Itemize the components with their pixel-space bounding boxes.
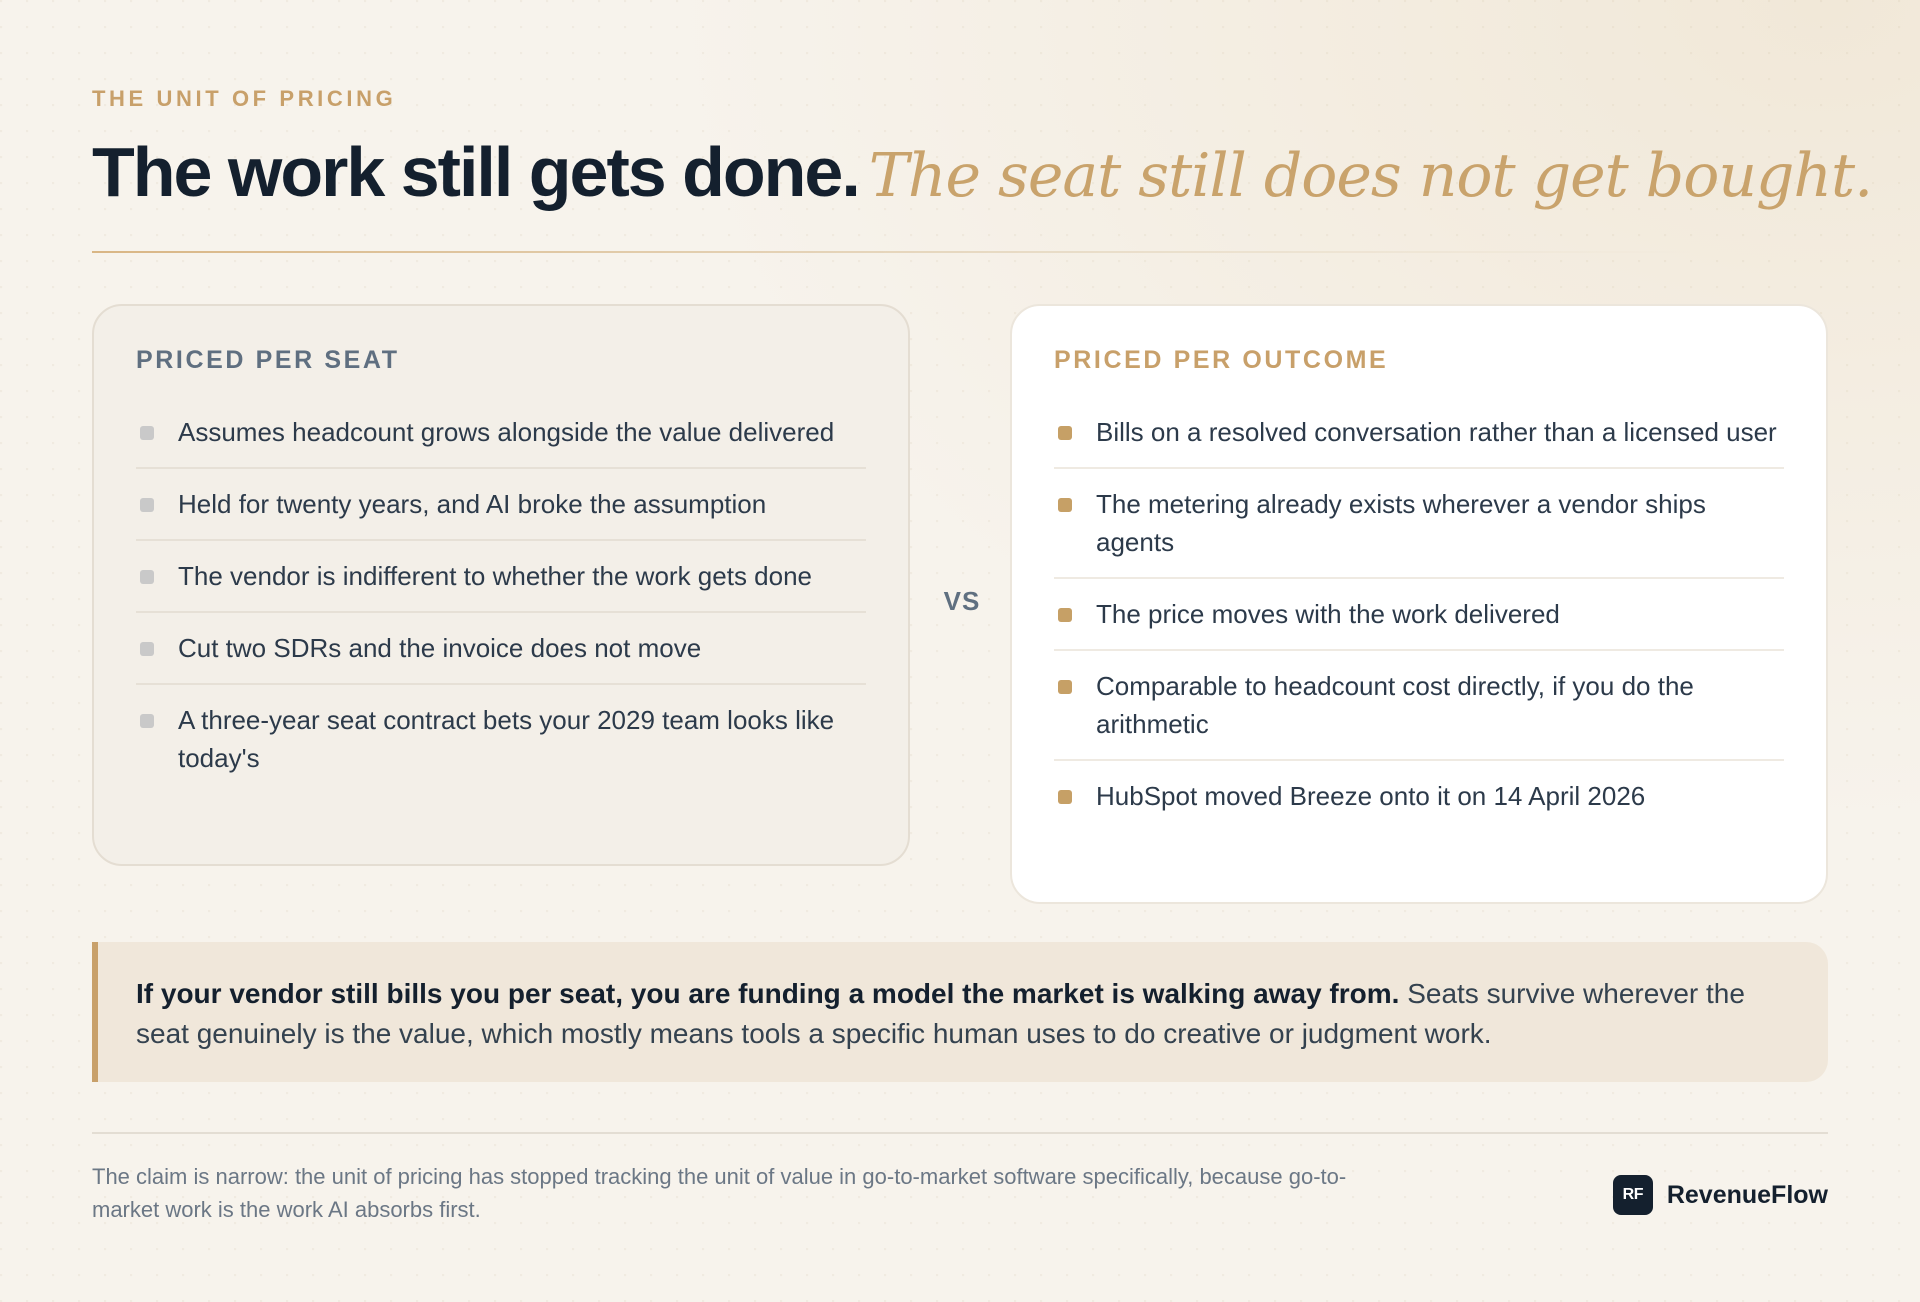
square-bullet-icon: [140, 642, 154, 656]
headline-italic: The seat still does not get bought.: [868, 141, 1873, 211]
outcome-list: [1054, 397, 1784, 831]
callout-rest: Seats survive wherever the seat genuinely is the value, which mostly means tools a specific human uses to do creative or judgment work.: [136, 978, 1745, 1049]
seat-card-title: PRICED PER SEAT: [136, 346, 400, 374]
title-divider: [92, 251, 1692, 253]
list-item: [1054, 397, 1784, 469]
square-bullet-icon: [1058, 426, 1072, 440]
square-bullet-icon: [1058, 790, 1072, 804]
list-item-text: Assumes headcount grows alongside the value delivered: [178, 417, 835, 447]
list-item-text: A three-year seat contract bets your 2029 team looks like today's: [178, 705, 835, 773]
list-item-text: Held for twenty years, and AI broke the assumption: [178, 489, 767, 519]
list-item: [136, 397, 866, 469]
brand-logo-icon: RF: [1613, 1175, 1653, 1215]
seat-list: [136, 397, 866, 793]
list-item: [1054, 469, 1784, 579]
square-bullet-icon: [140, 714, 154, 728]
list-item-text: Bills on a resolved conversation rather than a licensed user: [1096, 417, 1777, 447]
square-bullet-icon: [140, 426, 154, 440]
list-item: [1054, 579, 1784, 651]
slide: [92, 0, 1873, 1302]
square-bullet-icon: [140, 570, 154, 584]
list-item: [136, 541, 866, 613]
headline: [92, 132, 1872, 212]
list-item: [136, 685, 866, 793]
seat-card: [92, 304, 910, 866]
list-item: [1054, 651, 1784, 761]
list-item-text: Cut two SDRs and the invoice does not move: [178, 633, 702, 663]
list-item: [1054, 761, 1784, 831]
square-bullet-icon: [1058, 680, 1072, 694]
callout-box: [92, 942, 1828, 1082]
headline-bold: The work still gets done.: [92, 133, 859, 211]
vs-label: VS: [943, 586, 981, 616]
list-item-text: Comparable to headcount cost directly, if you do the arithmetic: [1096, 671, 1694, 739]
list-item: [136, 613, 866, 685]
brand-name: RevenueFlow: [1666, 1180, 1828, 1209]
outcome-card-title: PRICED PER OUTCOME: [1054, 346, 1389, 374]
square-bullet-icon: [140, 498, 154, 512]
list-item-text: The metering already exists wherever a vendor ships agents: [1096, 489, 1706, 557]
list-item-text: HubSpot moved Breeze onto it on 14 April 2026: [1096, 781, 1646, 811]
outcome-card: [1010, 304, 1828, 904]
footnote: The claim is narrow: the unit of pricing has stopped tracking the unit of value in go-to-market software specifically, because go-to-market work is the work AI absorbs first.: [92, 1164, 1347, 1222]
eyebrow-label: THE UNIT OF PRICING: [92, 86, 397, 111]
square-bullet-icon: [1058, 608, 1072, 622]
callout-strong: If your vendor still bills you per seat, you are funding a model the market is walking away from.: [136, 978, 1400, 1009]
footer-divider: [92, 1132, 1828, 1134]
list-item-text: The price moves with the work delivered: [1096, 599, 1560, 629]
square-bullet-icon: [1058, 498, 1072, 512]
list-item: [136, 469, 866, 541]
brand-lockup: [1613, 1175, 1828, 1215]
list-item-text: The vendor is indifferent to whether the work gets done: [178, 561, 813, 591]
